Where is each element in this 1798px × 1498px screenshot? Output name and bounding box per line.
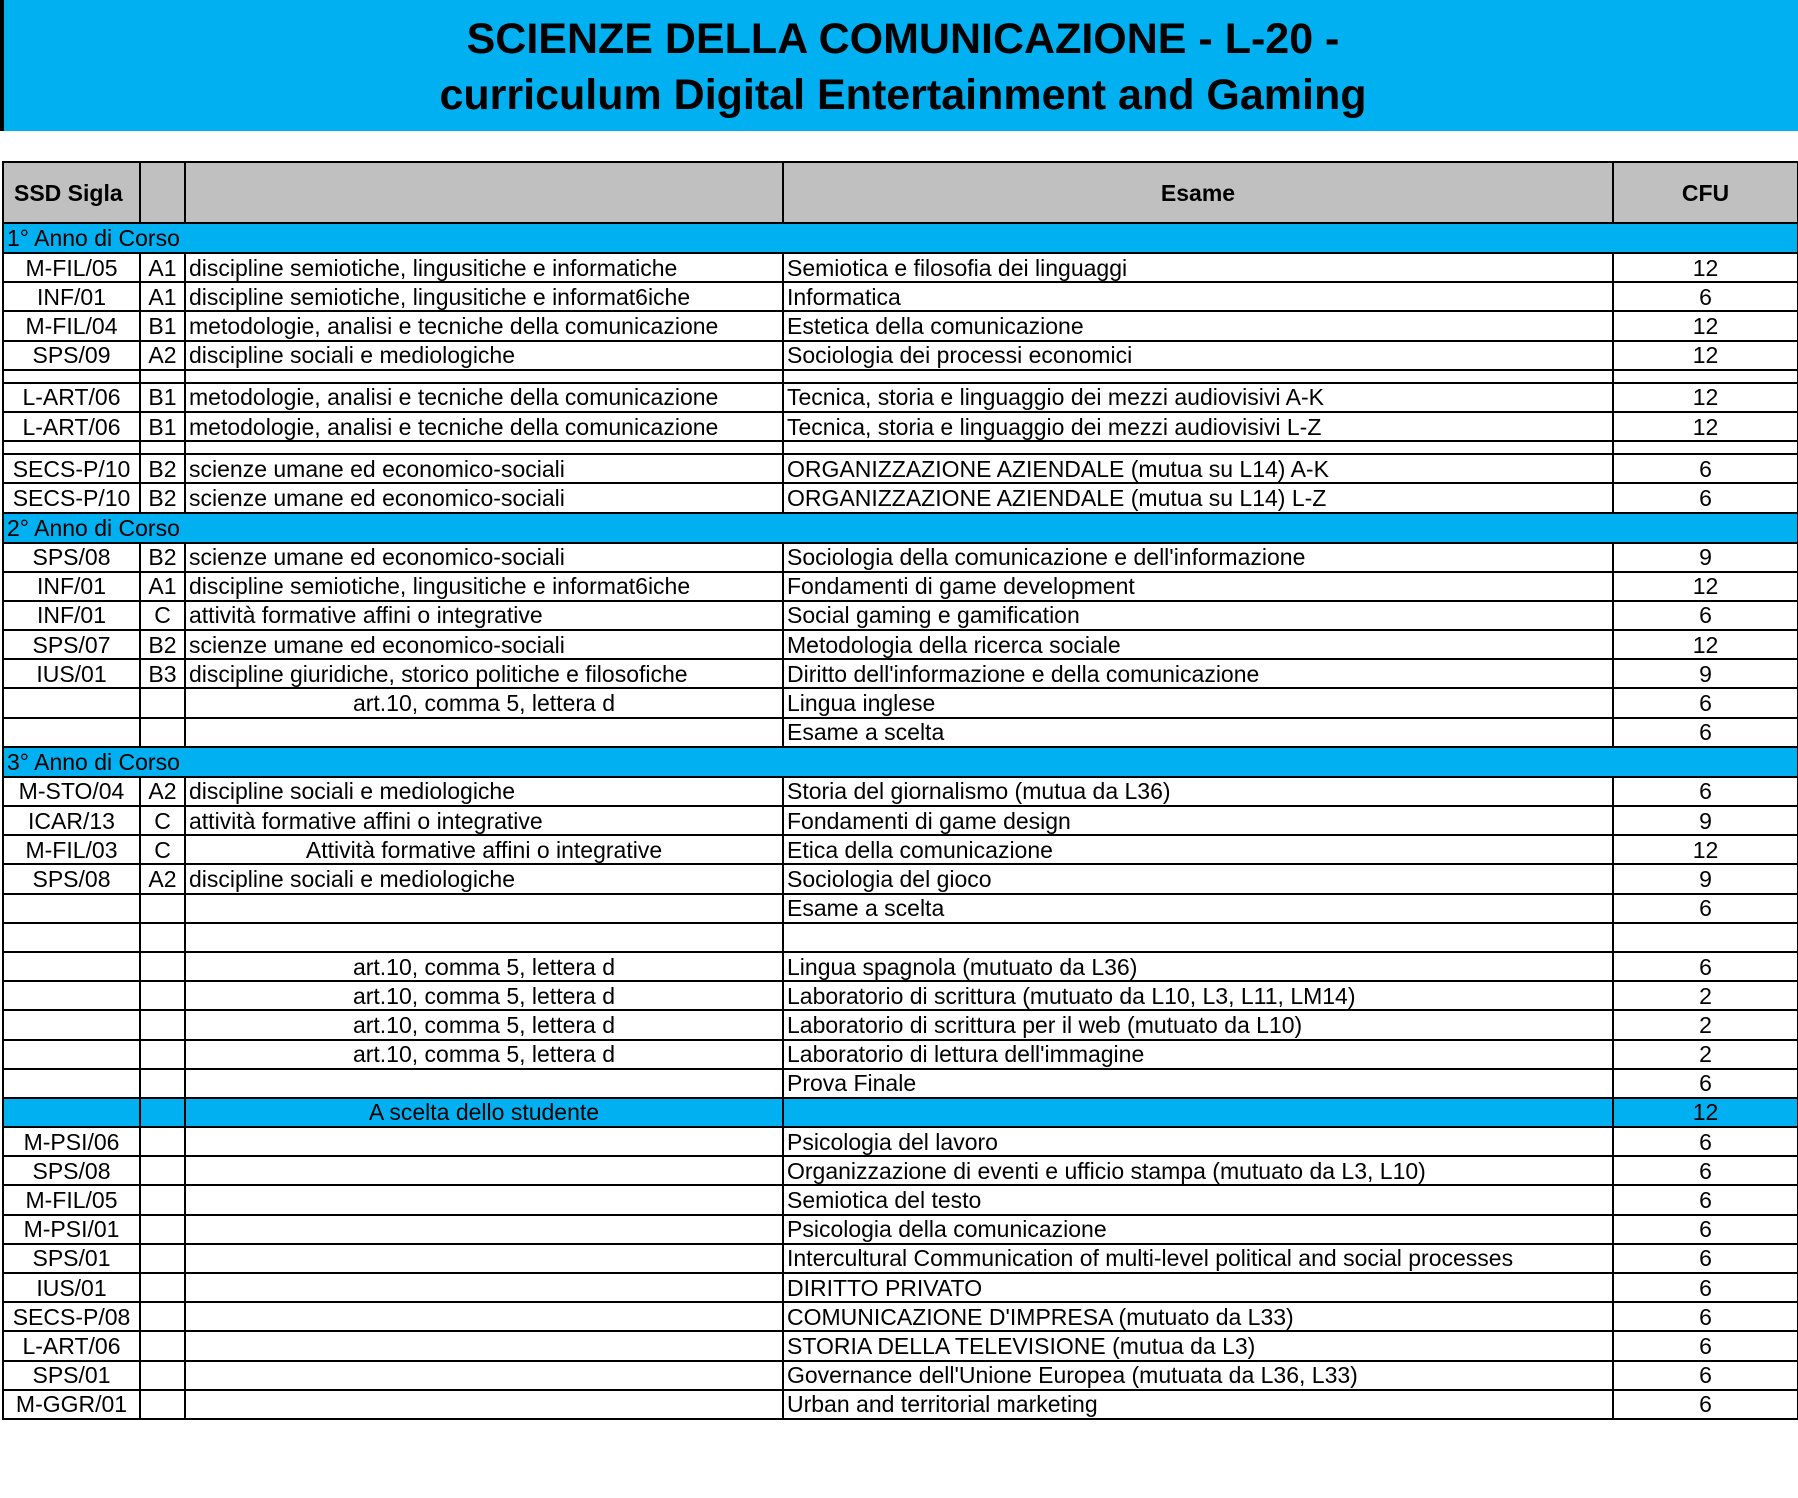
cell-ambito: metodologie, analisi e tecniche della comunicazione [185,412,783,441]
cell-esame: Intercultural Communication of multi-level political and social processes [783,1244,1613,1273]
cell-cfu: 2 [1613,1040,1798,1069]
table-row [3,718,1798,747]
cell-cfu: 6 [1613,1156,1798,1185]
cell-cfu: 9 [1613,864,1798,893]
spacer-row [3,441,1798,454]
cell-ambito [185,1069,783,1098]
cell-sigla: C [140,806,185,835]
cell-cfu: 6 [1613,952,1798,981]
cell-ambito: discipline semiotiche, lingusitiche e informatiche [185,253,783,282]
header-esame: Esame [783,162,1613,223]
header-cfu: CFU [1613,162,1798,223]
table-row [3,572,1798,601]
cell-sigla: B2 [140,483,185,512]
cell-sigla [140,1185,185,1214]
cell-esame: Tecnica, storia e linguaggio dei mezzi audiovisivi A-K [783,383,1613,412]
cell-ambito [185,1244,783,1273]
cell-esame: Esame a scelta [783,894,1613,923]
cell-ambito: scienze umane ed economico-sociali [185,454,783,483]
cell-cfu: 12 [1613,383,1798,412]
cell-sigla: B1 [140,383,185,412]
cell-cfu: 12 [1613,630,1798,659]
cell-ambito: Attività formative affini o integrative [185,835,783,864]
cell-ssd: INF/01 [3,572,140,601]
cell-cfu: 6 [1613,777,1798,806]
cell-esame: ORGANIZZAZIONE AZIENDALE (mutua su L14) L-Z [783,483,1613,512]
cell-sigla: B3 [140,659,185,688]
cell-ssd: M-FIL/04 [3,311,140,340]
table-row [3,1010,1798,1039]
cell-ambito [185,894,783,923]
spacer-row [3,370,1798,383]
cell-ssd: L-ART/06 [3,1331,140,1360]
cell-ambito: discipline giuridiche, storico politiche e filosofiche [185,659,783,688]
cell-ambito [185,1361,783,1390]
cell-cfu: 9 [1613,806,1798,835]
cell-ssd: IUS/01 [3,659,140,688]
cell-esame: Sociologia del gioco [783,864,1613,893]
cell-cfu: 12 [1613,341,1798,370]
table-row [3,1156,1798,1185]
year-label: 1° Anno di Corso [3,223,1798,253]
cell-esame: Psicologia della comunicazione [783,1215,1613,1244]
year-header-row [3,513,1798,543]
cell-sigla [140,688,185,717]
spacer-cell [140,441,185,454]
cell-ssd [3,1010,140,1039]
cell-cfu: 12 [1613,311,1798,340]
cell-ambito [185,718,783,747]
year-header-row [3,223,1798,253]
cell-ssd: SPS/01 [3,1361,140,1390]
cell-ambito [185,1390,783,1419]
cell-esame [783,923,1613,952]
cell-sigla: A1 [140,572,185,601]
header-ssd: SSD Sigla [3,162,140,223]
table-row [3,1361,1798,1390]
cell-esame: Etica della comunicazione [783,835,1613,864]
cell-sigla [140,981,185,1010]
cell-ssd: SPS/09 [3,341,140,370]
cell-esame: Esame a scelta [783,718,1613,747]
cell-ambito [185,1156,783,1185]
table-row [3,383,1798,412]
cell-cfu: 12 [1613,412,1798,441]
cell-sigla [140,1156,185,1185]
cell-cfu: 2 [1613,981,1798,1010]
cell-cfu: 6 [1613,1127,1798,1156]
page-subtitle: curriculum Digital Entertainment and Gaming [439,71,1367,119]
cell-cfu: 9 [1613,659,1798,688]
cell-ssd: INF/01 [3,282,140,311]
cell-ssd: SECS-P/10 [3,454,140,483]
cell-sigla: B2 [140,630,185,659]
table-row [3,543,1798,572]
cell-sigla: A2 [140,777,185,806]
table-row [3,952,1798,981]
table-header-row [3,162,1798,223]
cell-sigla [140,1331,185,1360]
cell-ambito [185,1127,783,1156]
cell-ambito [185,1215,783,1244]
cell-ssd: SPS/08 [3,1156,140,1185]
spacer-cell [3,441,140,454]
table-row [3,412,1798,441]
table-row [3,1040,1798,1069]
cell-ambito: scienze umane ed economico-sociali [185,483,783,512]
cell-ssd: M-FIL/05 [3,253,140,282]
cell-cfu [1613,923,1798,952]
cell-esame: Laboratorio di lettura dell'immagine [783,1040,1613,1069]
spacer-cell [1613,370,1798,383]
cell-ambito [185,1273,783,1302]
table-row [3,659,1798,688]
cell-sigla [140,1390,185,1419]
spacer-cell [140,370,185,383]
year-label: 2° Anno di Corso [3,513,1798,543]
cell-cfu: 6 [1613,1273,1798,1302]
cell-ssd: M-PSI/06 [3,1127,140,1156]
cell-sigla: B1 [140,412,185,441]
cell-cfu: 6 [1613,1185,1798,1214]
cell-cfu: 6 [1613,894,1798,923]
cell-ambito: A scelta dello studente [185,1098,783,1127]
cell-ssd: L-ART/06 [3,383,140,412]
cell-esame: Urban and territorial marketing [783,1390,1613,1419]
table-row [3,1273,1798,1302]
cell-sigla [140,718,185,747]
cell-ssd: SECS-P/10 [3,483,140,512]
table-row [3,1127,1798,1156]
cell-cfu: 6 [1613,1361,1798,1390]
year-header-row [3,747,1798,777]
cell-ssd [3,952,140,981]
table-row [3,894,1798,923]
cell-ssd [3,1069,140,1098]
cell-esame: Informatica [783,282,1613,311]
table-row [3,1390,1798,1419]
table-row [3,1215,1798,1244]
cell-cfu: 2 [1613,1010,1798,1039]
elective-header-row [3,1098,1798,1127]
cell-ssd: SPS/08 [3,864,140,893]
table-row [3,601,1798,630]
cell-esame: COMUNICAZIONE D'IMPRESA (mutuato da L33) [783,1302,1613,1331]
cell-ssd: M-FIL/03 [3,835,140,864]
cell-esame: Metodologia della ricerca sociale [783,630,1613,659]
cell-sigla [140,1215,185,1244]
cell-ambito: attività formative affini o integrative [185,601,783,630]
cell-ambito: discipline sociali e mediologiche [185,777,783,806]
cell-cfu: 6 [1613,1244,1798,1273]
cell-sigla [140,1098,185,1127]
cell-ambito: discipline sociali e mediologiche [185,864,783,893]
cell-sigla [140,923,185,952]
cell-sigla: B1 [140,311,185,340]
cell-ssd: ICAR/13 [3,806,140,835]
table-row [3,688,1798,717]
cell-cfu: 6 [1613,483,1798,512]
cell-ssd: M-STO/04 [3,777,140,806]
table-row [3,923,1798,952]
header-sigla [140,162,185,223]
cell-esame: DIRITTO PRIVATO [783,1273,1613,1302]
cell-sigla [140,1127,185,1156]
cell-esame: STORIA DELLA TELEVISIONE (mutua da L3) [783,1331,1613,1360]
cell-sigla: B2 [140,543,185,572]
header-ambito [185,162,783,223]
cell-ambito: art.10, comma 5, lettera d [185,952,783,981]
cell-ssd: SPS/07 [3,630,140,659]
cell-ssd [3,981,140,1010]
cell-esame: Governance dell'Unione Europea (mutuata da L36, L33) [783,1361,1613,1390]
cell-cfu: 6 [1613,1069,1798,1098]
table-row [3,806,1798,835]
table-row [3,341,1798,370]
cell-sigla [140,1010,185,1039]
cell-cfu: 6 [1613,282,1798,311]
cell-cfu: 12 [1613,572,1798,601]
table-row [3,835,1798,864]
spacer-cell [783,441,1613,454]
cell-sigla: A2 [140,864,185,893]
cell-ssd [3,1040,140,1069]
page-title: SCIENZE DELLA COMUNICAZIONE - L-20 - [466,15,1340,63]
cell-cfu: 6 [1613,1215,1798,1244]
cell-esame: Laboratorio di scrittura (mutuato da L10, L3, L11, LM14) [783,981,1613,1010]
cell-sigla: A2 [140,341,185,370]
table-row [3,454,1798,483]
cell-sigla [140,894,185,923]
title-banner [0,0,1798,131]
table-row [3,311,1798,340]
cell-esame: Laboratorio di scrittura per il web (mutuato da L10) [783,1010,1613,1039]
cell-sigla [140,1361,185,1390]
table-row [3,981,1798,1010]
cell-ambito: art.10, comma 5, lettera d [185,1040,783,1069]
cell-sigla: C [140,835,185,864]
curriculum-table [2,161,1798,1420]
cell-ambito: attività formative affini o integrative [185,806,783,835]
spacer-cell [185,370,783,383]
cell-sigla [140,952,185,981]
cell-ssd: SECS-P/08 [3,1302,140,1331]
cell-esame: Organizzazione di eventi e ufficio stampa (mutuato da L3, L10) [783,1156,1613,1185]
cell-esame: Storia del giornalismo (mutua da L36) [783,777,1613,806]
cell-cfu: 6 [1613,454,1798,483]
cell-ambito: discipline semiotiche, lingusitiche e informat6iche [185,282,783,311]
table-row [3,630,1798,659]
cell-cfu: 6 [1613,1331,1798,1360]
cell-ambito: art.10, comma 5, lettera d [185,688,783,717]
cell-sigla: A1 [140,282,185,311]
cell-esame [783,1098,1613,1127]
cell-ssd: SPS/08 [3,543,140,572]
cell-esame: Lingua spagnola (mutuato da L36) [783,952,1613,981]
cell-sigla [140,1302,185,1331]
cell-ambito: art.10, comma 5, lettera d [185,1010,783,1039]
cell-ssd: IUS/01 [3,1273,140,1302]
cell-sigla [140,1244,185,1273]
cell-ssd: M-GGR/01 [3,1390,140,1419]
cell-cfu: 6 [1613,601,1798,630]
cell-ambito [185,1331,783,1360]
table-row [3,1185,1798,1214]
cell-ambito [185,923,783,952]
cell-esame: Estetica della comunicazione [783,311,1613,340]
year-label: 3° Anno di Corso [3,747,1798,777]
table-row [3,253,1798,282]
cell-sigla: C [140,601,185,630]
cell-ambito: scienze umane ed economico-sociali [185,543,783,572]
cell-cfu: 6 [1613,1302,1798,1331]
spacer-cell [185,441,783,454]
cell-ssd [3,923,140,952]
cell-ssd: L-ART/06 [3,412,140,441]
spacer-cell [3,370,140,383]
table-row [3,483,1798,512]
cell-esame: Lingua inglese [783,688,1613,717]
cell-ambito: discipline sociali e mediologiche [185,341,783,370]
cell-ssd [3,894,140,923]
table-row [3,864,1798,893]
cell-esame: Social gaming e gamification [783,601,1613,630]
cell-ssd: M-FIL/05 [3,1185,140,1214]
cell-ambito [185,1302,783,1331]
cell-ambito: art.10, comma 5, lettera d [185,981,783,1010]
cell-ambito: metodologie, analisi e tecniche della comunicazione [185,383,783,412]
cell-esame: Tecnica, storia e linguaggio dei mezzi audiovisivi L-Z [783,412,1613,441]
cell-sigla: A1 [140,253,185,282]
cell-ssd [3,1098,140,1127]
cell-esame: Semiotica e filosofia dei linguaggi [783,253,1613,282]
cell-sigla [140,1040,185,1069]
cell-ssd [3,688,140,717]
cell-ambito: metodologie, analisi e tecniche della comunicazione [185,311,783,340]
table-row [3,1302,1798,1331]
cell-ambito: scienze umane ed economico-sociali [185,630,783,659]
cell-esame: ORGANIZZAZIONE AZIENDALE (mutua su L14) A-K [783,454,1613,483]
table-row [3,1069,1798,1098]
cell-esame: Sociologia della comunicazione e dell'informazione [783,543,1613,572]
cell-ssd: M-PSI/01 [3,1215,140,1244]
cell-ssd: INF/01 [3,601,140,630]
cell-ambito: discipline semiotiche, lingusitiche e informat6iche [185,572,783,601]
cell-esame: Semiotica del testo [783,1185,1613,1214]
cell-ambito [185,1185,783,1214]
cell-cfu: 9 [1613,543,1798,572]
cell-ssd: SPS/01 [3,1244,140,1273]
cell-sigla [140,1273,185,1302]
cell-cfu: 12 [1613,1098,1798,1127]
cell-sigla: B2 [140,454,185,483]
cell-ssd [3,718,140,747]
table-row [3,777,1798,806]
table-row [3,1244,1798,1273]
cell-esame: Fondamenti di game design [783,806,1613,835]
spacer-cell [1613,441,1798,454]
spacer-cell [783,370,1613,383]
cell-sigla [140,1069,185,1098]
cell-cfu: 6 [1613,718,1798,747]
cell-esame: Sociologia dei processi economici [783,341,1613,370]
cell-esame: Prova Finale [783,1069,1613,1098]
cell-esame: Fondamenti di game development [783,572,1613,601]
table-row [3,1331,1798,1360]
cell-esame: Diritto dell'informazione e della comunicazione [783,659,1613,688]
cell-cfu: 12 [1613,253,1798,282]
table-row [3,282,1798,311]
cell-cfu: 6 [1613,1390,1798,1419]
cell-cfu: 12 [1613,835,1798,864]
cell-cfu: 6 [1613,688,1798,717]
cell-esame: Psicologia del lavoro [783,1127,1613,1156]
